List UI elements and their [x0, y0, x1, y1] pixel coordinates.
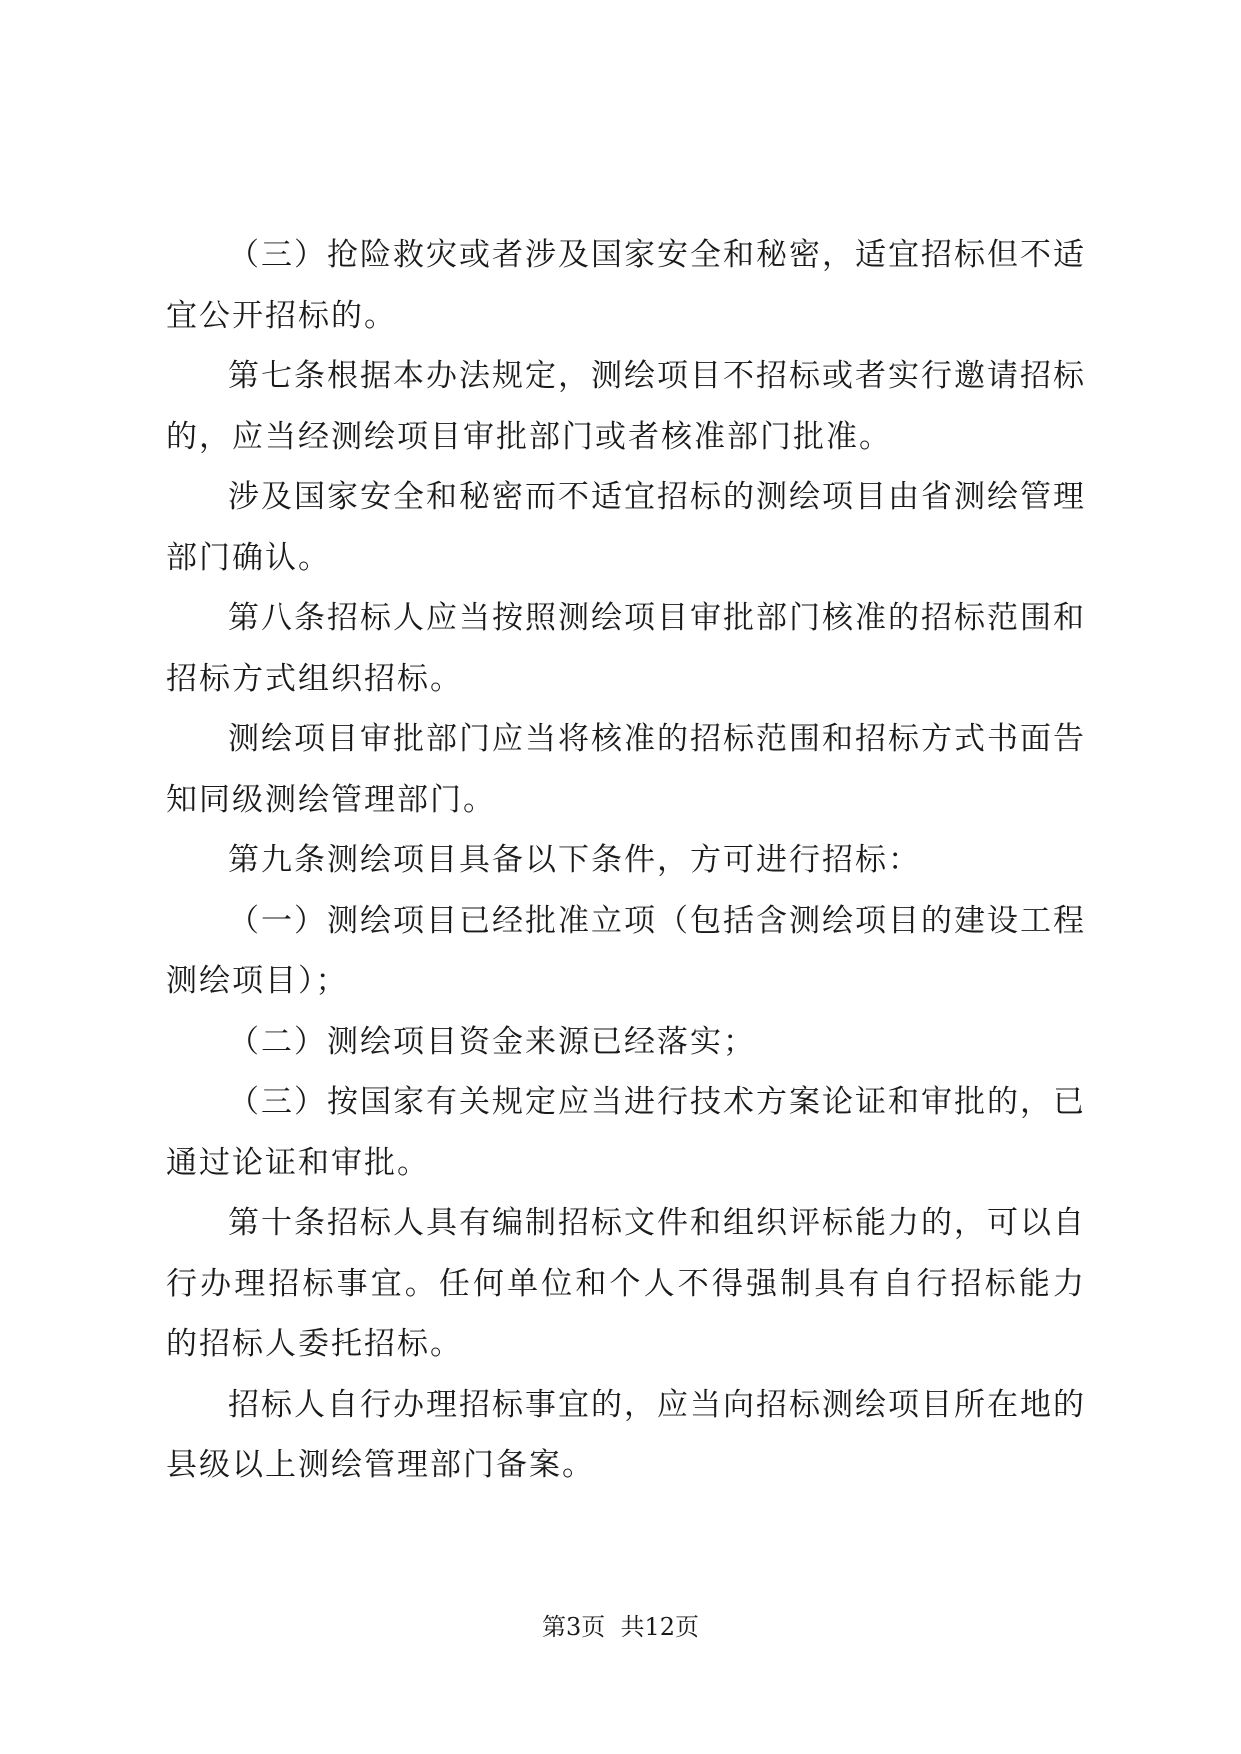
paragraph: （二）测绘项目资金来源已经落实；: [228, 1023, 756, 1060]
paragraph: （一）测绘项目已经批准立项（包括含测绘项目的建设工程测绘项目）；: [166, 902, 1086, 999]
page-number-label: 第3页 共12页: [541, 1613, 700, 1641]
paragraph: （三）按国家有关规定应当进行技术方案论证和审批的，已通过论证和审批。: [166, 1084, 1086, 1181]
paragraph: 第七条根据本办法规定，测绘项目不招标或者实行邀请招标的，应当经测绘项目审批部门或者核准部门批准。: [166, 358, 1086, 455]
paragraph: 第十条招标人具有编制招标文件和组织评标能力的，可以自行办理招标事宜。任何单位和个人不得强制具有自行招标能力的招标人委托招标。: [166, 1205, 1086, 1362]
paragraph: 涉及国家安全和秘密而不适宜招标的测绘项目由省测绘管理部门确认。: [166, 479, 1086, 576]
paragraph: 招标人自行办理招标事宜的，应当向招标测绘项目所在地的县级以上测绘管理部门备案。: [166, 1386, 1086, 1483]
document-body: [166, 225, 1086, 1496]
page-footer: [0, 1613, 1241, 1641]
paragraph: 测绘项目审批部门应当将核准的招标范围和招标方式书面告知同级测绘管理部门。: [166, 721, 1086, 818]
paragraph: （三）抢险救灾或者涉及国家安全和秘密，适宜招标但不适宜公开招标的。: [166, 237, 1086, 334]
paragraph: 第九条测绘项目具备以下条件，方可进行招标：: [228, 842, 921, 878]
paragraph: 第八条招标人应当按照测绘项目审批部门核准的招标范围和招标方式组织招标。: [166, 600, 1086, 697]
